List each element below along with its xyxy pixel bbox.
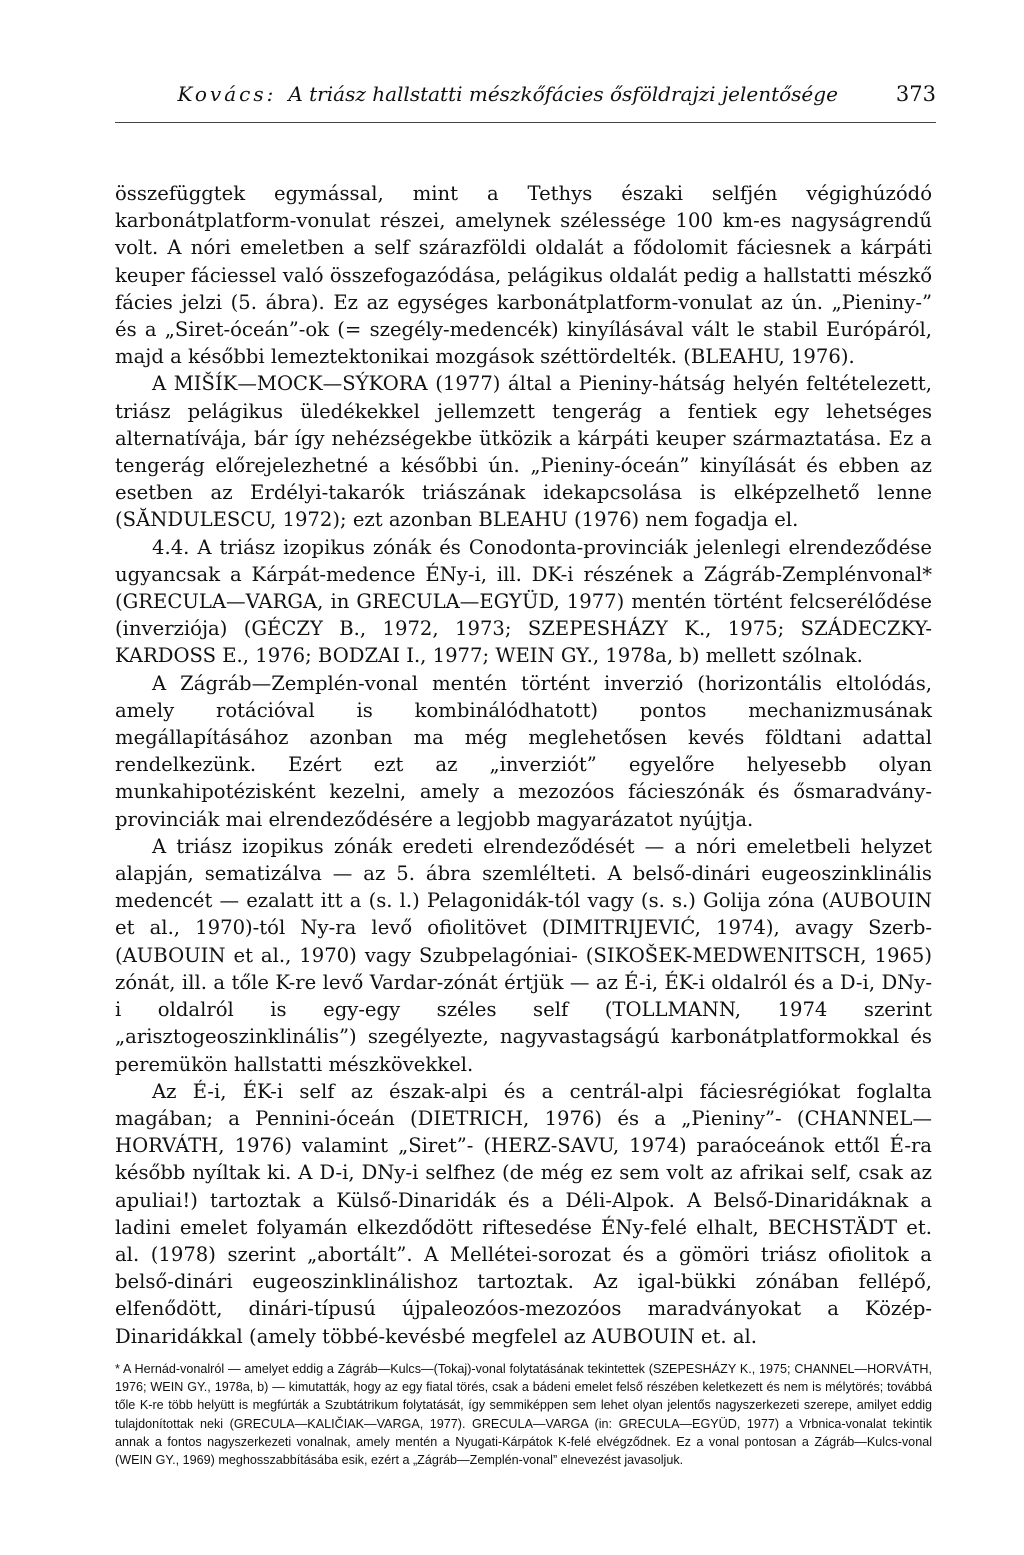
header-title: A triász hallstatti mészkőfácies ősföldrajzi jelentősége xyxy=(288,82,838,106)
header-author: Kovács: xyxy=(177,82,277,106)
paragraph-5: A triász izopikus zónák eredeti elrendeződését — a nóri emeletbeli helyzet alapján, sematizálva — az 5. ábra szemlélteti. A belső-dinári eugeoszinklinális medencét — ezalatt itt a (s. l.) Pelagonidák-tól vagy (s. s.) Golija zóna (AUBOUIN et al., 1970)-tól Ny-ra levő ofiolitövet (DIMITRIJEVIĆ, 1974), avagy Szerb-(AUBOUIN et al., 1970) vagy Szubpelagóniai- (SIKOŠEK-MEDWENITSCH, 1965) zónát, ill. a tőle K-re levő Vardar-zónát értjük — az É-i, ÉK-i oldalról és a D-i, DNy-i oldalról is egy-egy széles self (TOLLMANN, 1974 szerint „arisztogeoszinklinális”) szegélyezte, nagyvastagságú karbonátplatformokkal és peremükön hallstatti mészkövekkel. xyxy=(115,834,932,1076)
paragraph-1: összefüggtek egymással, mint a Tethys északi selfjén végighúzódó karbonátplatform-vonulat részei, amelynek szélessége 100 km-es nagyságrendű volt. A nóri emeletben a self szárazföldi oldalát a fődolomit fáciesnek a kárpáti keuper fáciessel való összefogazódása, pelágikus oldalát pedig a hallstatti mészkő fácies jelzi (5. ábra). Ez az egységes karbonátplatform-vonulat az ún. „Pieniny-” és a „Siret-óceán”-ok (= szegély-medencék) kinyílásával vált le stabil Európáról, majd a későbbi lemeztektonikai mozgások széttördelték. (BLEAHU, 1976). xyxy=(115,182,933,369)
paragraph-3: 4.4. A triász izopikus zónák és Conodonta-provinciák jelenlegi elrendeződése ugyancsak a Kárpát-medence ÉNy-i, ill. DK-i részének a Zágráb-Zemplénvonal* (GRECULA—VARGA, in GRECULA—EGYÜD, 1977) mentén történt felcserélődése (inverziója) (GÉCZY B., 1972, 1973; SZEPESHÁZY K., 1975; SZÁDECZKY-KARDOSS E., 1976; BODZAI I., 1977; WEIN GY., 1978a, b) mellett szólnak. xyxy=(115,535,932,668)
footnote xyxy=(115,1360,932,1469)
body-text xyxy=(115,180,932,1350)
running-header xyxy=(115,82,936,123)
footnote-text: * A Hernád-vonalról — amelyet eddig a Zágráb—Kulcs—(Tokaj)-vonal folytatásának tekintettek (SZEPESHÁZY K., 1975; CHANNEL—HORVÁTH, 1976; WEIN GY., 1978a, b) — kimutatták, hogy az egy fiatal törés, csak a bádeni emelet felső részében keletkezett és nem is mélytörés; továbbá tőle K-re több helyütt is megfúrták a Szubtátrikum folytatását, így semmiképpen sem lehet olyan jelentős nagyszerkezeti szerepe, amilyet eddig tulajdonítottak neki (GRECULA—KALIČIAK—VARGA, 1977). GRECULA—VARGA (in: GRECULA—EGYÜD, 1977) a Vrbnica-vonalat tekintik annak a fontos nagyszerkezeti vonalnak, amely mentén a Nyugati-Kárpátok K-felé elvégződnek. Ez a vonal pontosan a Zágráb—Kulcs-vonal (WEIN GY., 1969) meghosszabbításába esik, ezért a „Zágráb—Zemplén-vonal” elnevezést javasoljuk. xyxy=(115,1362,932,1468)
paragraph-6: Az É-i, ÉK-i self az észak-alpi és a centrál-alpi fáciesrégiókat foglalta magában; a Pennini-óceán (DIETRICH, 1976) és a „Pieniny”- (CHANNEL—HORVÁTH, 1976) valamint „Siret”- (HERZ-SAVU, 1974) paraóceánok ettől É-ra később nyíltak ki. A D-i, DNy-i selfhez (de még ez sem volt az afrikai self, csak az apuliai!) tartoztak a Külső-Dinaridák és a Déli-Alpok. A Belső-Dinaridáknak a ladini emelet folyamán elkezdődött riftesedése ÉNy-felé elhalt, BECHSTÄDT et. al. (1978) szerint „abortált”. A Mellétei-sorozat és a gömöri triász ofiolitok a belső-dinári eugeoszinklinálishoz tartoztak. Az igal-bükki zónában fellépő, elfenődött, dinári-típusú újpaleozóos-mezozóos maradványokat a Közép-Dinaridákkal (amely többé-kevésbé megfelel az AUBOUIN et. al. xyxy=(115,1079,932,1348)
paragraph-4: A Zágráb—Zemplén-vonal mentén történt inverzió (horizontális eltolódás, amely rotációval is kombinálódhatott) pontos mechanizmusának megállapításához azonban ma még meglehetősen kevés földtani adattal rendelkezünk. Ezért ezt az „inverziót” egyelőre helyesebb olyan munkahipotézisként kezelni, amely a mezozóos fácieszónák és ősmaradvány-provinciák mai elrendeződésére a legjobb magyarázatot nyújtja. xyxy=(115,671,932,831)
page-number: 373 xyxy=(895,82,936,106)
paragraph-2: A MIŠÍK—MOCK—SÝKORA (1977) által a Pieniny-hátság helyén feltételezett, triász pelágikus üledékekkel jellemzett tengerág a fentiek egy lehetséges alternatívája, bár így nehézségekbe ütközik a kárpáti keuper származtatása. Ez a tengerág előrejelezhetné a későbbi ún. „Pieniny-óceán” kinyílását és ebben az esetben az Erdélyi-takarók triászának idekapcsolása is elképzelhető lenne (SĂNDULESCU, 1972); ezt azonban BLEAHU (1976) nem fogadja el. xyxy=(115,372,932,532)
